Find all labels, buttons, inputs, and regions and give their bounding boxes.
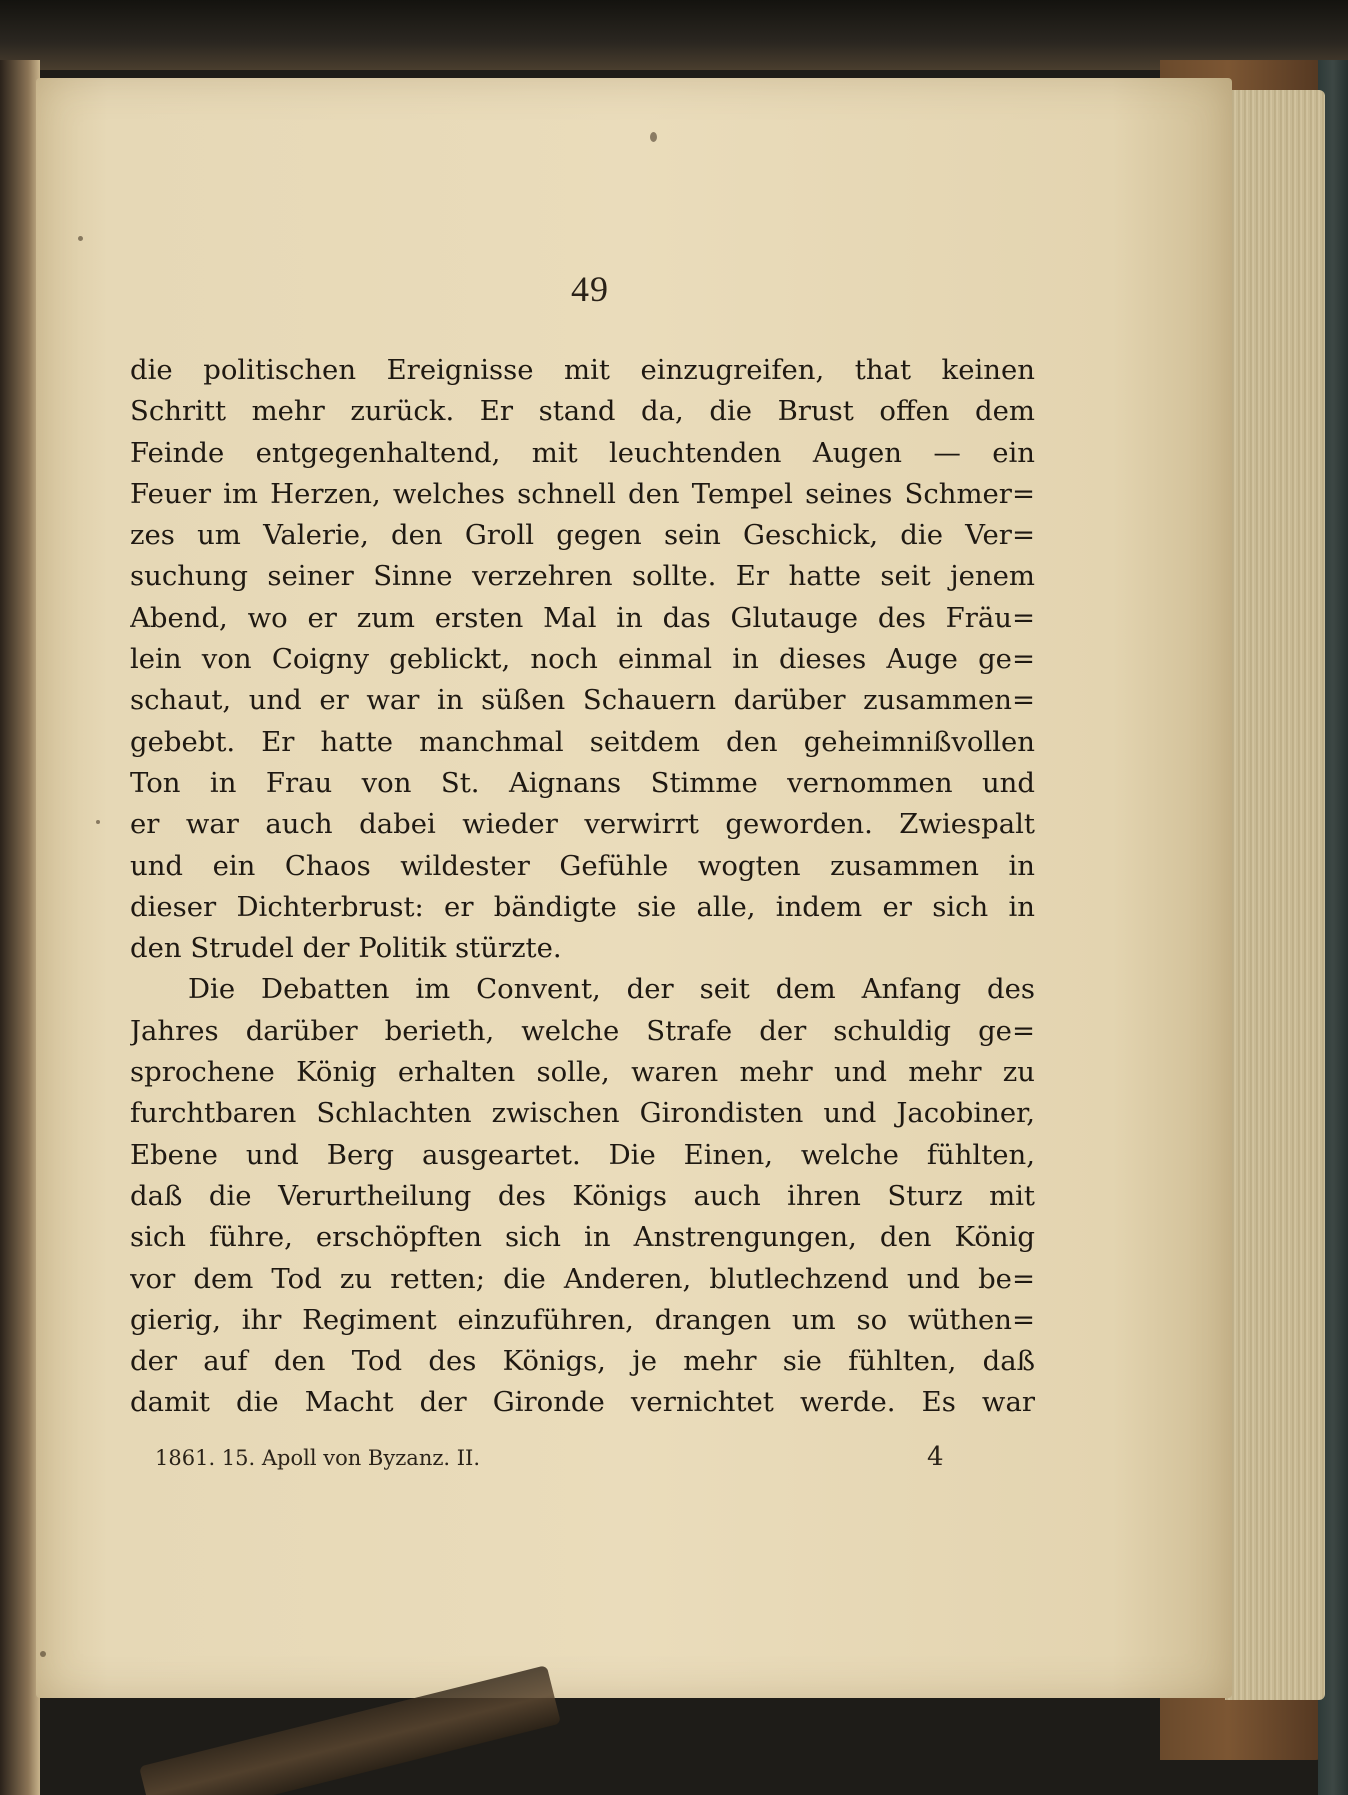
- text-line: Ebene und Berg ausgeartet. Die Einen, welche fühlten,: [130, 1138, 1035, 1171]
- book-cover-top: [0, 0, 1348, 70]
- text-line: schaut, und er war in süßen Schauern darüber zusammen=: [130, 684, 1035, 717]
- text-line: die politischen Ereignisse mit einzugreifen, that keinen: [130, 354, 1035, 386]
- text-line: Jahres darüber berieth, welche Strafe der schuldig ge=: [130, 1014, 1035, 1047]
- body-text: [130, 350, 1035, 1424]
- text-line: Feinde entgegenhaltend, mit leuchtenden Augen — ein: [130, 436, 1035, 469]
- sheet-number: 4: [927, 1442, 944, 1472]
- text-line: er war auch dabei wieder verwirrt geworden. Zwiespalt: [130, 808, 1035, 841]
- text-line: Ton in Frau von St. Aignans Stimme vernommen und: [130, 766, 1035, 799]
- printer-signature: 1861. 15. Apoll von Byzanz. II.: [155, 1446, 481, 1470]
- paper-speck: [96, 820, 100, 824]
- text-line: der auf den Tod des Königs, je mehr sie fühlten, daß: [130, 1345, 1035, 1378]
- text-line: vor dem Tod zu retten; die Anderen, blutlechzend und be=: [130, 1262, 1035, 1295]
- text-line: furchtbaren Schlachten zwischen Girondisten und Jacobiner,: [130, 1097, 1035, 1130]
- text-line: sich führe, erschöpften sich in Anstrengungen, den König: [130, 1221, 1035, 1254]
- text-line: daß die Verurtheilung des Königs auch ihren Sturz mit: [130, 1179, 1035, 1212]
- text-line: lein von Coigny geblickt, noch einmal in dieses Auge ge=: [130, 643, 1035, 676]
- paper-speck: [78, 236, 83, 241]
- text-line: Feuer im Herzen, welches schnell den Tempel seines Schmer=: [130, 477, 1035, 510]
- text-line: gierig, ihr Regiment einzuführen, drangen um so wüthen=: [130, 1303, 1035, 1336]
- text-line: Abend, wo er zum ersten Mal in das Glutauge des Fräu=: [130, 601, 1035, 634]
- text-line: suchung seiner Sinne verzehren sollte. Er hatte seit jenem: [130, 560, 1035, 593]
- facing-page-edge: [0, 60, 40, 1795]
- paper-speck: [40, 1651, 46, 1657]
- text-line: sprochene König erhalten solle, waren mehr und mehr zu: [130, 1056, 1035, 1089]
- text-line: zes um Valerie, den Groll gegen sein Geschick, die Ver=: [130, 519, 1035, 552]
- page-footer: [155, 1442, 955, 1476]
- text-line: Die Debatten im Convent, der seit dem Anfang des: [188, 973, 1035, 1006]
- paper-speck: [650, 132, 657, 142]
- page-number: 49: [571, 269, 609, 309]
- text-line: Schritt mehr zurück. Er stand da, die Brust offen dem: [130, 395, 1035, 428]
- text-line: den Strudel der Politik stürzte.: [130, 932, 562, 965]
- text-line: gebebt. Er hatte manchmal seitdem den geheimnißvollen: [130, 725, 1035, 758]
- page-edges: [1225, 90, 1325, 1700]
- text-line: damit die Macht der Gironde vernichtet werde. Es war: [130, 1386, 1035, 1419]
- text-line: und ein Chaos wildester Gefühle wogten zusammen in: [130, 849, 1035, 882]
- text-line: dieser Dichterbrust: er bändigte sie alle, indem er sich in: [130, 890, 1035, 923]
